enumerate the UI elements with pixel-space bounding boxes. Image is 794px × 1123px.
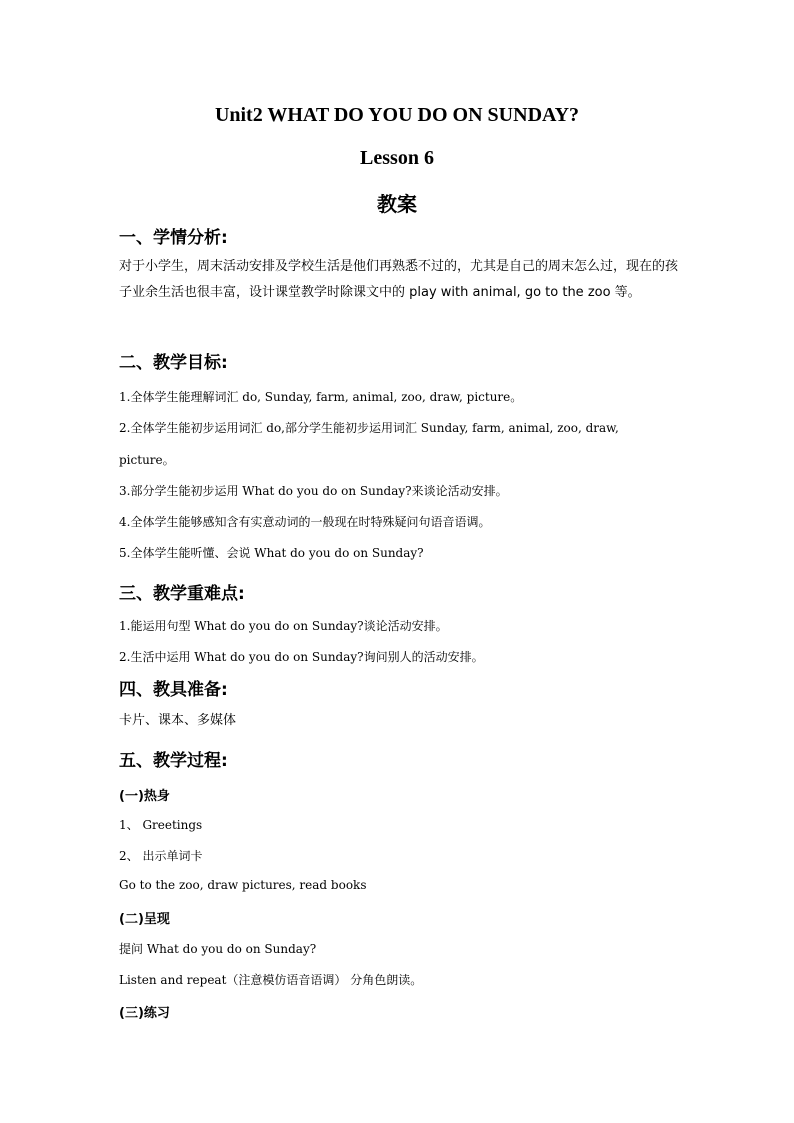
objective-5: 5.全体学生能听懂、会说 What do you do on Sunday? bbox=[119, 546, 424, 560]
phase-2-label: (二)呈现 bbox=[119, 912, 170, 927]
section-1-heading: 一、学情分析: bbox=[119, 228, 228, 248]
lesson-title: Lesson 6 bbox=[360, 147, 434, 169]
section-2-heading: 二、教学目标: bbox=[119, 353, 228, 373]
objective-2-cont: picture。 bbox=[119, 453, 175, 467]
objective-2: 2.全体学生能初步运用词汇 do,部分学生能初步运用词汇 Sunday, farm, animal, zoo, draw, bbox=[119, 421, 619, 435]
doc-type-title: 教案 bbox=[377, 192, 417, 216]
objective-1: 1.全体学生能理解词汇 do, Sunday, farm, animal, zoo, draw, picture。 bbox=[119, 390, 523, 404]
phase-1-line-1: 1、 Greetings bbox=[119, 818, 203, 832]
objective-3: 3.部分学生能初步运用 What do you do on Sunday?来谈论活动安排。 bbox=[119, 484, 508, 498]
phase-3-label: (三)练习 bbox=[119, 1006, 170, 1021]
phase-1-label: (一)热身 bbox=[119, 789, 170, 804]
section-3-heading: 三、教学重难点: bbox=[119, 584, 245, 604]
section-5-heading: 五、教学过程: bbox=[119, 751, 228, 771]
phase-2-line-2: Listen and repeat（注意模仿语音语调） 分角色朗读。 bbox=[119, 973, 423, 987]
document-title: Unit2 WHAT DO YOU DO ON SUNDAY? bbox=[214, 104, 580, 126]
section-4-heading: 四、教具准备: bbox=[119, 680, 228, 700]
objective-4: 4.全体学生能够感知含有实意动词的一般现在时特殊疑问句语音语调。 bbox=[119, 515, 491, 529]
phase-1-line-3: Go to the zoo, draw pictures, read books bbox=[119, 878, 367, 892]
phase-2-line-1: 提问 What do you do on Sunday? bbox=[119, 942, 317, 956]
phase-1-line-2: 2、 出示单词卡 bbox=[119, 849, 203, 863]
section-1-paragraph: 对于小学生，周末活动安排及学校生活是他们再熟悉不过的，尤其是自己的周末怎么过，现在的孩子业余生活也很丰富，设计课堂教学时除课文中的 play with animal, go to the zoo 等。 bbox=[119, 259, 679, 300]
teaching-aids: 卡片、课本、多媒体 bbox=[119, 713, 237, 728]
key-point-2: 2.生活中运用 What do you do on Sunday?询问别人的活动安排。 bbox=[119, 650, 484, 664]
key-point-1: 1.能运用句型 What do you do on Sunday?谈论活动安排。 bbox=[119, 619, 448, 633]
